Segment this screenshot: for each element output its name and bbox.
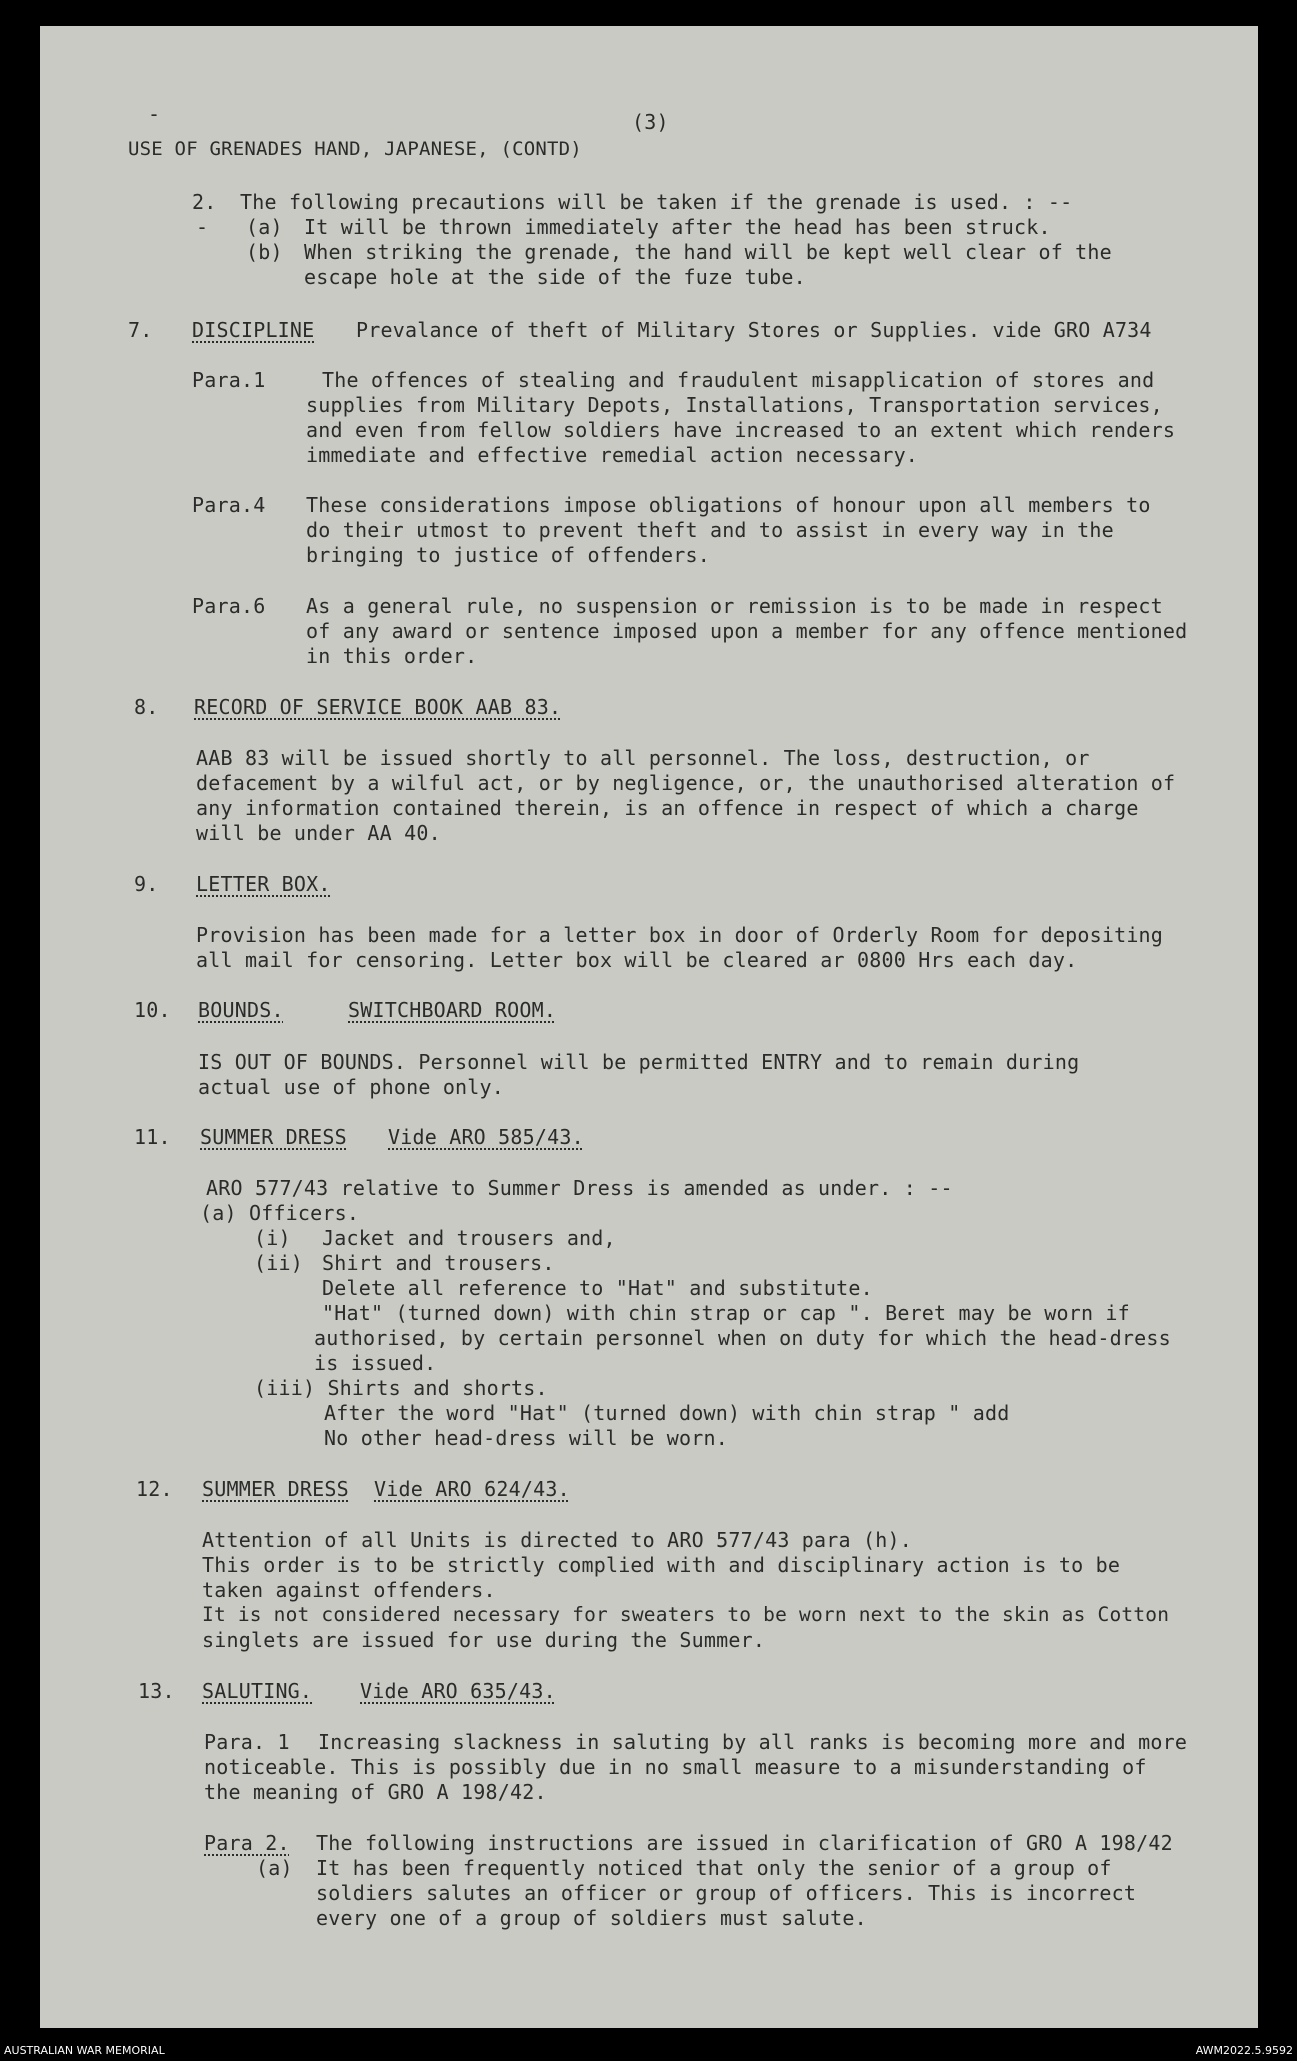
section-8-line2: defacement by a wilful act, or by negligence, or, the unauthorised alteration of [196,771,1176,795]
section-12-title: SUMMER DRESS [202,1477,349,1501]
section-11-line7: authorised, by certain personnel when on duty for which the head-dress [314,1326,1171,1350]
section-13-para2-label: Para 2. [204,1831,290,1855]
section-11-title: SUMMER DRESS [200,1125,347,1149]
section-13-a-label: (a) [256,1856,293,1880]
section-12-line1: Attention of all Units is directed to ARO 577/43 para (h). [202,1528,912,1552]
section-13-title2: Vide ARO 635/43. [360,1679,556,1703]
section-10-line2: actual use of phone only. [198,1075,505,1099]
page-heading: USE OF GRENADES HAND, JAPANESE, (CONTD) [128,138,582,160]
footer-source: AUSTRALIAN WAR MEMORIAL [4,2044,165,2057]
page-mark: - [148,102,161,126]
grenade-b-label: (b) [246,240,283,264]
grenade-a-text: It will be thrown immediately after the head has been struck. [304,215,1051,239]
section-13-title: SALUTING. [202,1679,313,1703]
section-11-ii-label: (ii) [254,1251,303,1275]
section-13-para1-line3: the meaning of GRO A 198/42. [204,1780,547,1804]
section-11-line11: No other head-dress will be worn. [324,1426,728,1450]
section-12-line2: This order is to be strictly complied with and disciplinary action is to be [202,1553,1121,1577]
section-13-para1-label: Para. 1 [204,1730,290,1754]
section-7-para1-line2: supplies from Military Depots, Installations, Transportation services, [306,393,1163,417]
section-11-title2: Vide ARO 585/43. [388,1125,584,1149]
section-11-i-label: (i) [254,1226,291,1250]
section-11-i-text: Jacket and trousers and, [322,1226,616,1250]
section-11-line9: (iii) Shirts and shorts. [254,1376,548,1400]
section-7-para1-line3: and even from fellow soldiers have increased to an extent which renders [306,418,1176,442]
section-7-para1-label: Para.1 [192,368,266,392]
section-11-line1: ARO 577/43 relative to Summer Dress is amended as under. : -- [206,1176,953,1200]
section-12-line4: It is not considered necessary for sweaters to be worn next to the skin as Cotton [202,1603,1170,1626]
section-7-para6-line2: of any award or sentence imposed upon a member for any offence mentioned [306,619,1188,643]
section-8-line1: AAB 83 will be issued shortly to all personnel. The loss, destruction, or [196,746,1090,770]
section-11-line6: "Hat" (turned down) with chin strap or cap ". Beret may be worn if [322,1301,1130,1325]
section-8-line4: will be under AA 40. [196,821,441,845]
grenade-dash-mark: - [196,215,209,239]
section-10-title: BOUNDS. [198,998,284,1022]
grenade-para-number: 2. [192,190,217,214]
section-7-subtitle: Prevalance of theft of Military Stores or Supplies. vide GRO A734 [356,318,1152,342]
section-12-number: 12. [136,1477,173,1501]
section-9-number: 9. [134,872,159,896]
section-7-title: DISCIPLINE [192,318,315,342]
section-7-para6-line3: in this order. [306,644,478,668]
section-9-line1: Provision has been made for a letter box in door of Orderly Room for depositing [196,923,1164,947]
section-13-a-line3: every one of a group of soldiers must salute. [316,1906,867,1930]
section-12-line3: taken against offenders. [202,1578,496,1602]
section-11-line5: Delete all reference to "Hat" and substitute. [322,1276,873,1300]
section-10-line1: IS OUT OF BOUNDS. Personnel will be permitted ENTRY and to remain during [198,1050,1080,1074]
page-number: (3) [632,110,669,134]
section-13-a-line1: It has been frequently noticed that only the senior of a group of [316,1856,1112,1880]
section-13-para1-line2: noticeable. This is possibly due in no small measure to a misunderstanding of [204,1755,1147,1779]
section-8-line3: any information contained therein, is an offence in respect of which a charge [196,796,1139,820]
section-7-para4-line3: bringing to justice of offenders. [306,543,710,567]
section-13-para1-line1: Increasing slackness in saluting by all ranks is becoming more and more [318,1730,1188,1754]
section-9-title: LETTER BOX. [196,872,331,896]
section-7-number: 7. [128,318,153,342]
section-10-title2: SWITCHBOARD ROOM. [348,998,557,1022]
section-7-para6-label: Para.6 [192,594,266,618]
section-10-number: 10. [134,998,171,1022]
grenade-para-text: The following precautions will be taken if the grenade is used. : -- [240,190,1073,214]
section-13-a-line2: soldiers salutes an officer or group of officers. This is incorrect [316,1881,1137,1905]
section-7-para1-line1: The offences of stealing and fraudulent misapplication of stores and [322,368,1155,392]
section-13-para2-line1: The following instructions are issued in clarification of GRO A 198/42 [316,1831,1173,1855]
section-11-line8: is issued. [314,1351,437,1375]
section-7-para4-line2: do their utmost to prevent theft and to assist in every way in the [306,518,1114,542]
section-12-line5: singlets are issued for use during the Summer. [202,1628,766,1652]
footer-accession: AWM2022.5.9592 [1195,2044,1293,2057]
section-11-line2: (a) Officers. [200,1201,360,1225]
section-11-number: 11. [134,1125,171,1149]
section-7-para1-line4: immediate and effective remedial action necessary. [306,443,919,467]
section-7-para6-line1: As a general rule, no suspension or remission is to be made in respect [306,594,1163,618]
section-9-line2: all mail for censoring. Letter box will be cleared ar 0800 Hrs each day. [196,948,1078,972]
grenade-a-label: (a) [246,215,283,239]
section-12-title2: Vide ARO 624/43. [374,1477,570,1501]
section-8-number: 8. [134,695,159,719]
section-7-para4-line1: These considerations impose obligations of honour upon all members to [306,493,1151,517]
grenade-b-line1: When striking the grenade, the hand will be kept well clear of the [304,240,1112,264]
section-11-ii-text: Shirt and trousers. [322,1251,555,1275]
section-11-line10: After the word "Hat" (turned down) with chin strap " add [324,1401,1010,1425]
section-8-title: RECORD OF SERVICE BOOK AAB 83. [194,695,562,719]
grenade-b-line2: escape hole at the side of the fuze tube. [304,265,806,289]
section-13-number: 13. [138,1679,175,1703]
section-7-para4-label: Para.4 [192,493,266,517]
